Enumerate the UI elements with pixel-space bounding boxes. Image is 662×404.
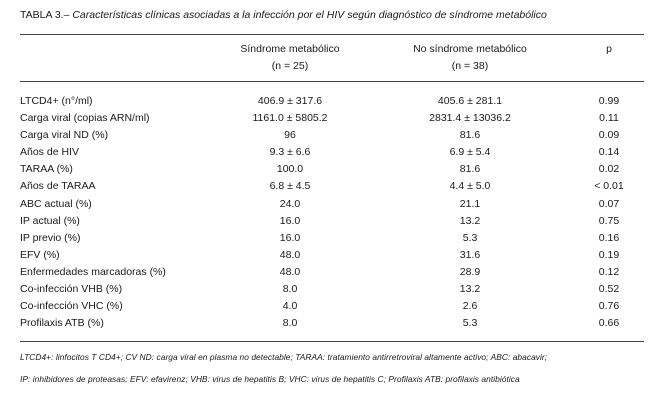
no-sindrome-metabolico-cell: 5.3 (462, 231, 478, 244)
row-label-cell: ABC actual (%) (20, 197, 92, 210)
header-ms-title: Síndrome metabólico (240, 43, 340, 55)
table-row (0, 162, 662, 179)
no-sindrome-metabolico-cell: 31.6 (459, 248, 481, 261)
p-value-cell: 0.76 (598, 300, 620, 313)
row-label-cell: Profilaxis ATB (%) (20, 317, 104, 330)
sindrome-metabolico-cell: 4.0 (282, 300, 298, 313)
no-sindrome-metabolico-cell: 4.4 ± 5.0 (449, 180, 491, 193)
table-row (0, 128, 662, 145)
p-value-cell: 0.16 (598, 231, 620, 244)
sindrome-metabolico-cell: 96 (284, 129, 296, 142)
p-value-cell: 0.02 (598, 163, 620, 176)
header-p (574, 41, 644, 58)
table-row (0, 265, 662, 282)
p-value-cell: 0.14 (598, 146, 620, 159)
sindrome-metabolico-cell: 8.0 (282, 283, 298, 296)
p-value-cell: 0.19 (598, 248, 620, 261)
no-sindrome-metabolico-cell: 13.2 (459, 283, 481, 296)
row-label-cell: Co-infección VHB (%) (20, 283, 123, 296)
sindrome-metabolico-cell: 16.0 (279, 231, 301, 244)
footnote-line-2: IP: inhibidores de proteasas; EFV: efavirenz; VHB: virus de hepatitis B; VHC: virus de hepatitis C; Profilaxis ATB: profilaxis antibiótica (20, 374, 520, 384)
p-value-cell: 0.07 (598, 197, 620, 210)
row-label-cell: IP previo (%) (20, 231, 81, 244)
p-value-cell: 0.12 (598, 265, 620, 278)
no-sindrome-metabolico-cell: 2831.4 ± 13036.2 (429, 112, 511, 125)
sindrome-metabolico-cell: 6.8 ± 4.5 (269, 180, 311, 193)
no-sindrome-metabolico-cell: 2.6 (462, 300, 478, 313)
bottom-rule (20, 341, 644, 342)
sindrome-metabolico-cell: 48.0 (279, 265, 301, 278)
table-caption (20, 9, 547, 21)
row-label-cell: LTCD4+ (n°/ml) (20, 95, 93, 107)
p-value-cell: 0.99 (598, 95, 620, 107)
no-sindrome-metabolico-cell: 81.6 (459, 129, 481, 142)
no-sindrome-metabolico-cell: 405.6 ± 281.1 (437, 95, 503, 107)
table-caption-text: Características clínicas asociadas a la infección por el HIV según diagnóstico de síndrome metabólico (72, 9, 547, 21)
no-sindrome-metabolico-cell: 5.3 (462, 317, 478, 330)
p-value-cell: 0.09 (598, 129, 620, 142)
p-value-cell: < 0.01 (594, 180, 624, 193)
sindrome-metabolico-cell: 1161.0 ± 5805.2 (252, 112, 328, 125)
table-row (0, 145, 662, 162)
table-row (0, 299, 662, 316)
table-row (0, 248, 662, 265)
header-no-sindrome-metabolico (370, 41, 570, 75)
header-nms-title: No síndrome metabólico (413, 43, 527, 55)
no-sindrome-metabolico-cell: 81.6 (459, 163, 481, 176)
header-sindrome-metabolico (190, 41, 390, 75)
sindrome-metabolico-cell: 8.0 (282, 317, 298, 330)
row-label-cell: Carga viral ND (%) (20, 129, 109, 142)
p-value-cell: 0.11 (599, 112, 619, 125)
table-row (0, 94, 662, 111)
sindrome-metabolico-cell: 24.0 (279, 197, 301, 210)
sindrome-metabolico-cell: 406.9 ± 317.6 (257, 95, 323, 107)
top-rule (20, 34, 644, 35)
footnote-line-1: LTCD4+: linfocitos T CD4+; CV ND: carga viral en plasma no detectable; TARAA: tratamiento antirretroviral altamente activo; ABC: abacavir; (20, 352, 548, 362)
row-label-cell: TARAA (%) (20, 163, 73, 176)
header-rule (20, 81, 644, 82)
table-body (0, 94, 662, 333)
table-row (0, 316, 662, 333)
table-row (0, 179, 662, 196)
row-label-cell: Años de HIV (20, 146, 79, 159)
row-label-cell: Carga viral (copias ARN/ml) (20, 112, 150, 125)
no-sindrome-metabolico-cell: 6.9 ± 5.4 (449, 146, 491, 159)
table-row (0, 231, 662, 248)
row-label-cell: Enfermedades marcadoras (%) (20, 265, 166, 278)
header-ms-n: (n = 25) (271, 60, 309, 72)
sindrome-metabolico-cell: 16.0 (279, 214, 301, 227)
no-sindrome-metabolico-cell: 21.1 (459, 197, 481, 210)
p-value-cell: 0.66 (598, 317, 620, 330)
header-p-label: p (606, 43, 612, 55)
row-label-cell: IP actual (%) (20, 214, 80, 227)
p-value-cell: 0.75 (598, 214, 620, 227)
row-label-cell: Años de TARAA (20, 180, 96, 193)
table-row (0, 197, 662, 214)
table-row (0, 111, 662, 128)
sindrome-metabolico-cell: 100.0 (276, 163, 304, 176)
no-sindrome-metabolico-cell: 28.9 (459, 265, 481, 278)
sindrome-metabolico-cell: 48.0 (279, 248, 301, 261)
sindrome-metabolico-cell: 9.3 ± 6.6 (269, 146, 311, 159)
table-row (0, 282, 662, 299)
table-caption-label: TABLA 3.– (20, 9, 73, 21)
p-value-cell: 0.52 (598, 283, 620, 296)
header-nms-n: (n = 38) (451, 60, 489, 72)
row-label-cell: Co-infección VHC (%) (20, 300, 123, 313)
no-sindrome-metabolico-cell: 13.2 (459, 214, 481, 227)
row-label-cell: EFV (%) (20, 248, 60, 261)
table-row (0, 214, 662, 231)
